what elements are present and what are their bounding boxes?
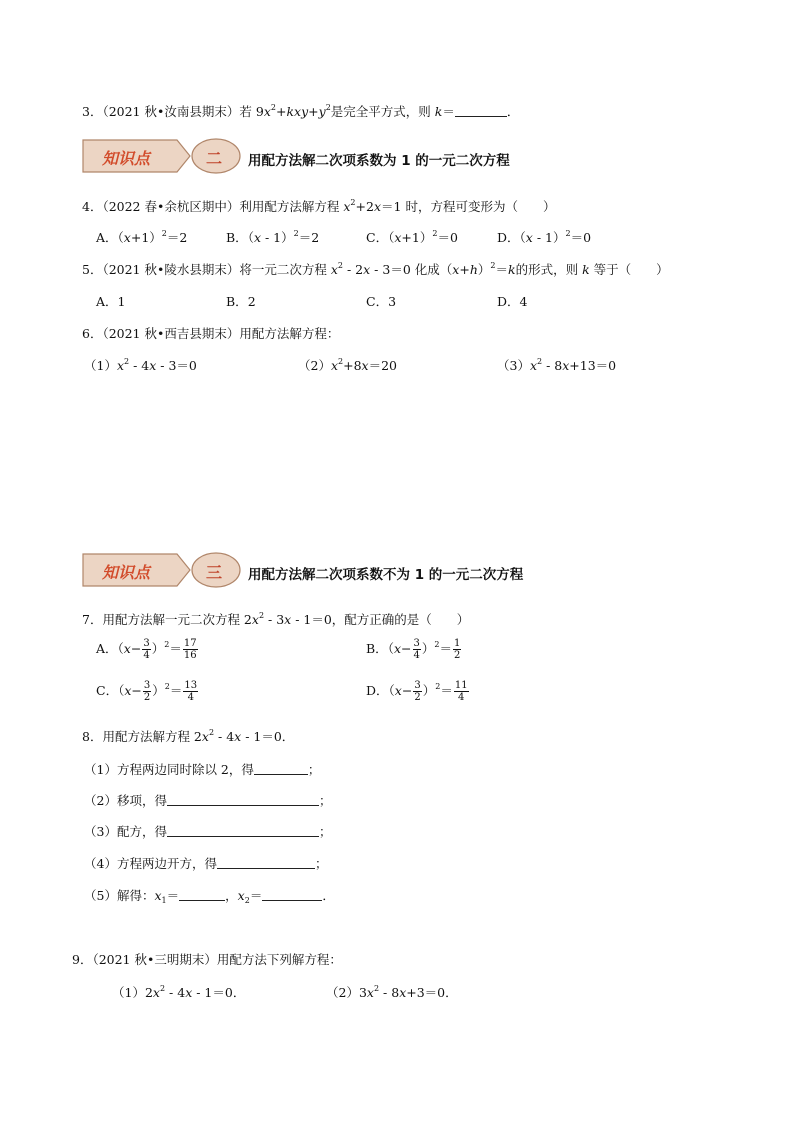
option-b[interactable]: B．（x - 1）$^2$＝2 (226, 229, 320, 245)
option-c[interactable]: C．（x− $\frac{3}{2}$ ）$^2$＝ $\frac{13}{4}$ (96, 680, 198, 703)
q6-part-3: $(3)x^2 - 8x+13=0$ (497, 357, 617, 373)
badge-label: 知识点 (102, 563, 151, 582)
q8-step-4: （4）方程两边开方，得 ； (84, 856, 328, 871)
answer-blank[interactable] (179, 889, 225, 901)
q8-step-3: （3）配方，得 ； (84, 824, 332, 839)
question-8: 8．用配方法解方程 $2x^2 - 4x - 1=0$． (82, 728, 295, 744)
question-4: 4．（2022 春•余杭区期中）利用配方法解方程 $x^2+2x=1$ 时，方程可变形为（ ） (82, 198, 556, 214)
option-c[interactable]: C．3 (366, 294, 397, 309)
question-6: 6．（2021 秋•西吉县期末）用配方法解方程： (82, 326, 340, 341)
answer-blank[interactable] (262, 889, 322, 901)
option-a[interactable]: A．$(x+1)^2=2$ (96, 229, 188, 245)
q9-part-1: $(1)2x^2 - 4x - 1=0$． (112, 984, 246, 1000)
option-a[interactable]: A．（x− $\frac{3}{4}$ ）$^2$＝ $\frac{17}{16}$ (96, 638, 197, 661)
q6-part-1: $(1)x^2 - 4x - 3=0$ (84, 357, 197, 373)
option-d[interactable]: D．（x− $\frac{3}{2}$ ）$^2$＝ $\frac{11}{4}$ (366, 680, 468, 703)
q6-part-2: $(2)x^2+8x=20$ (298, 357, 398, 373)
q8-step-2: （2）移项，得 ； (84, 793, 332, 808)
option-b[interactable]: B．（x− $\frac{3}{4}$ ）$^2$＝ $\frac{1}{2}$ (366, 638, 461, 661)
question-3: 3．（2021 秋•汝南县期末）若 $9x^2+kxy+y^2$是完全平方式，则 k＝ ． (82, 103, 520, 119)
option-b[interactable]: B．2 (226, 294, 256, 309)
answer-blank[interactable] (217, 857, 315, 869)
answer-blank[interactable] (254, 763, 308, 775)
section-badge-3 (82, 550, 242, 590)
section-title-3: 用配方法解二次项系数不为 1 的一元二次方程 (248, 567, 524, 583)
answer-blank[interactable] (167, 825, 319, 837)
q8-step-5: （5）解得：$x_1=$ ，$x_2=$ ． (84, 888, 335, 905)
q9-part-2: $(2)3x^2 - 8x+3=0$． (326, 984, 458, 1000)
option-c[interactable]: C．$(x+1)^2=0$ (366, 229, 458, 245)
section-badge-2 (82, 136, 242, 176)
question-9: 9．（2021 秋•三明期末）用配方法下列解方程： (72, 952, 342, 967)
badge-number: 二 (206, 149, 223, 168)
answer-blank[interactable] (455, 105, 507, 117)
question-7: 7．用配方法解一元二次方程 $2x^2 - 3x - 1=0$，配方正确的是（ ） (82, 611, 470, 627)
question-5: 5．（2021 秋•陵水县期末）将一元二次方程 $x^2 - 2x - 3=0$ 化成$(x+h)^2=k$的形式，则 k 等于（ ） (82, 261, 669, 277)
badge-number: 三 (206, 563, 223, 582)
option-d[interactable]: D．4 (497, 294, 528, 309)
section-title-2: 用配方法解二次项系数为 1 的一元二次方程 (248, 153, 510, 169)
option-a[interactable]: A．1 (96, 294, 126, 309)
badge-label: 知识点 (102, 149, 151, 168)
q8-step-1: （1）方程两边同时除以 2，得 ； (84, 762, 321, 777)
answer-blank[interactable] (167, 794, 319, 806)
option-d[interactable]: D．（x - 1）$^2$＝0 (497, 229, 592, 245)
